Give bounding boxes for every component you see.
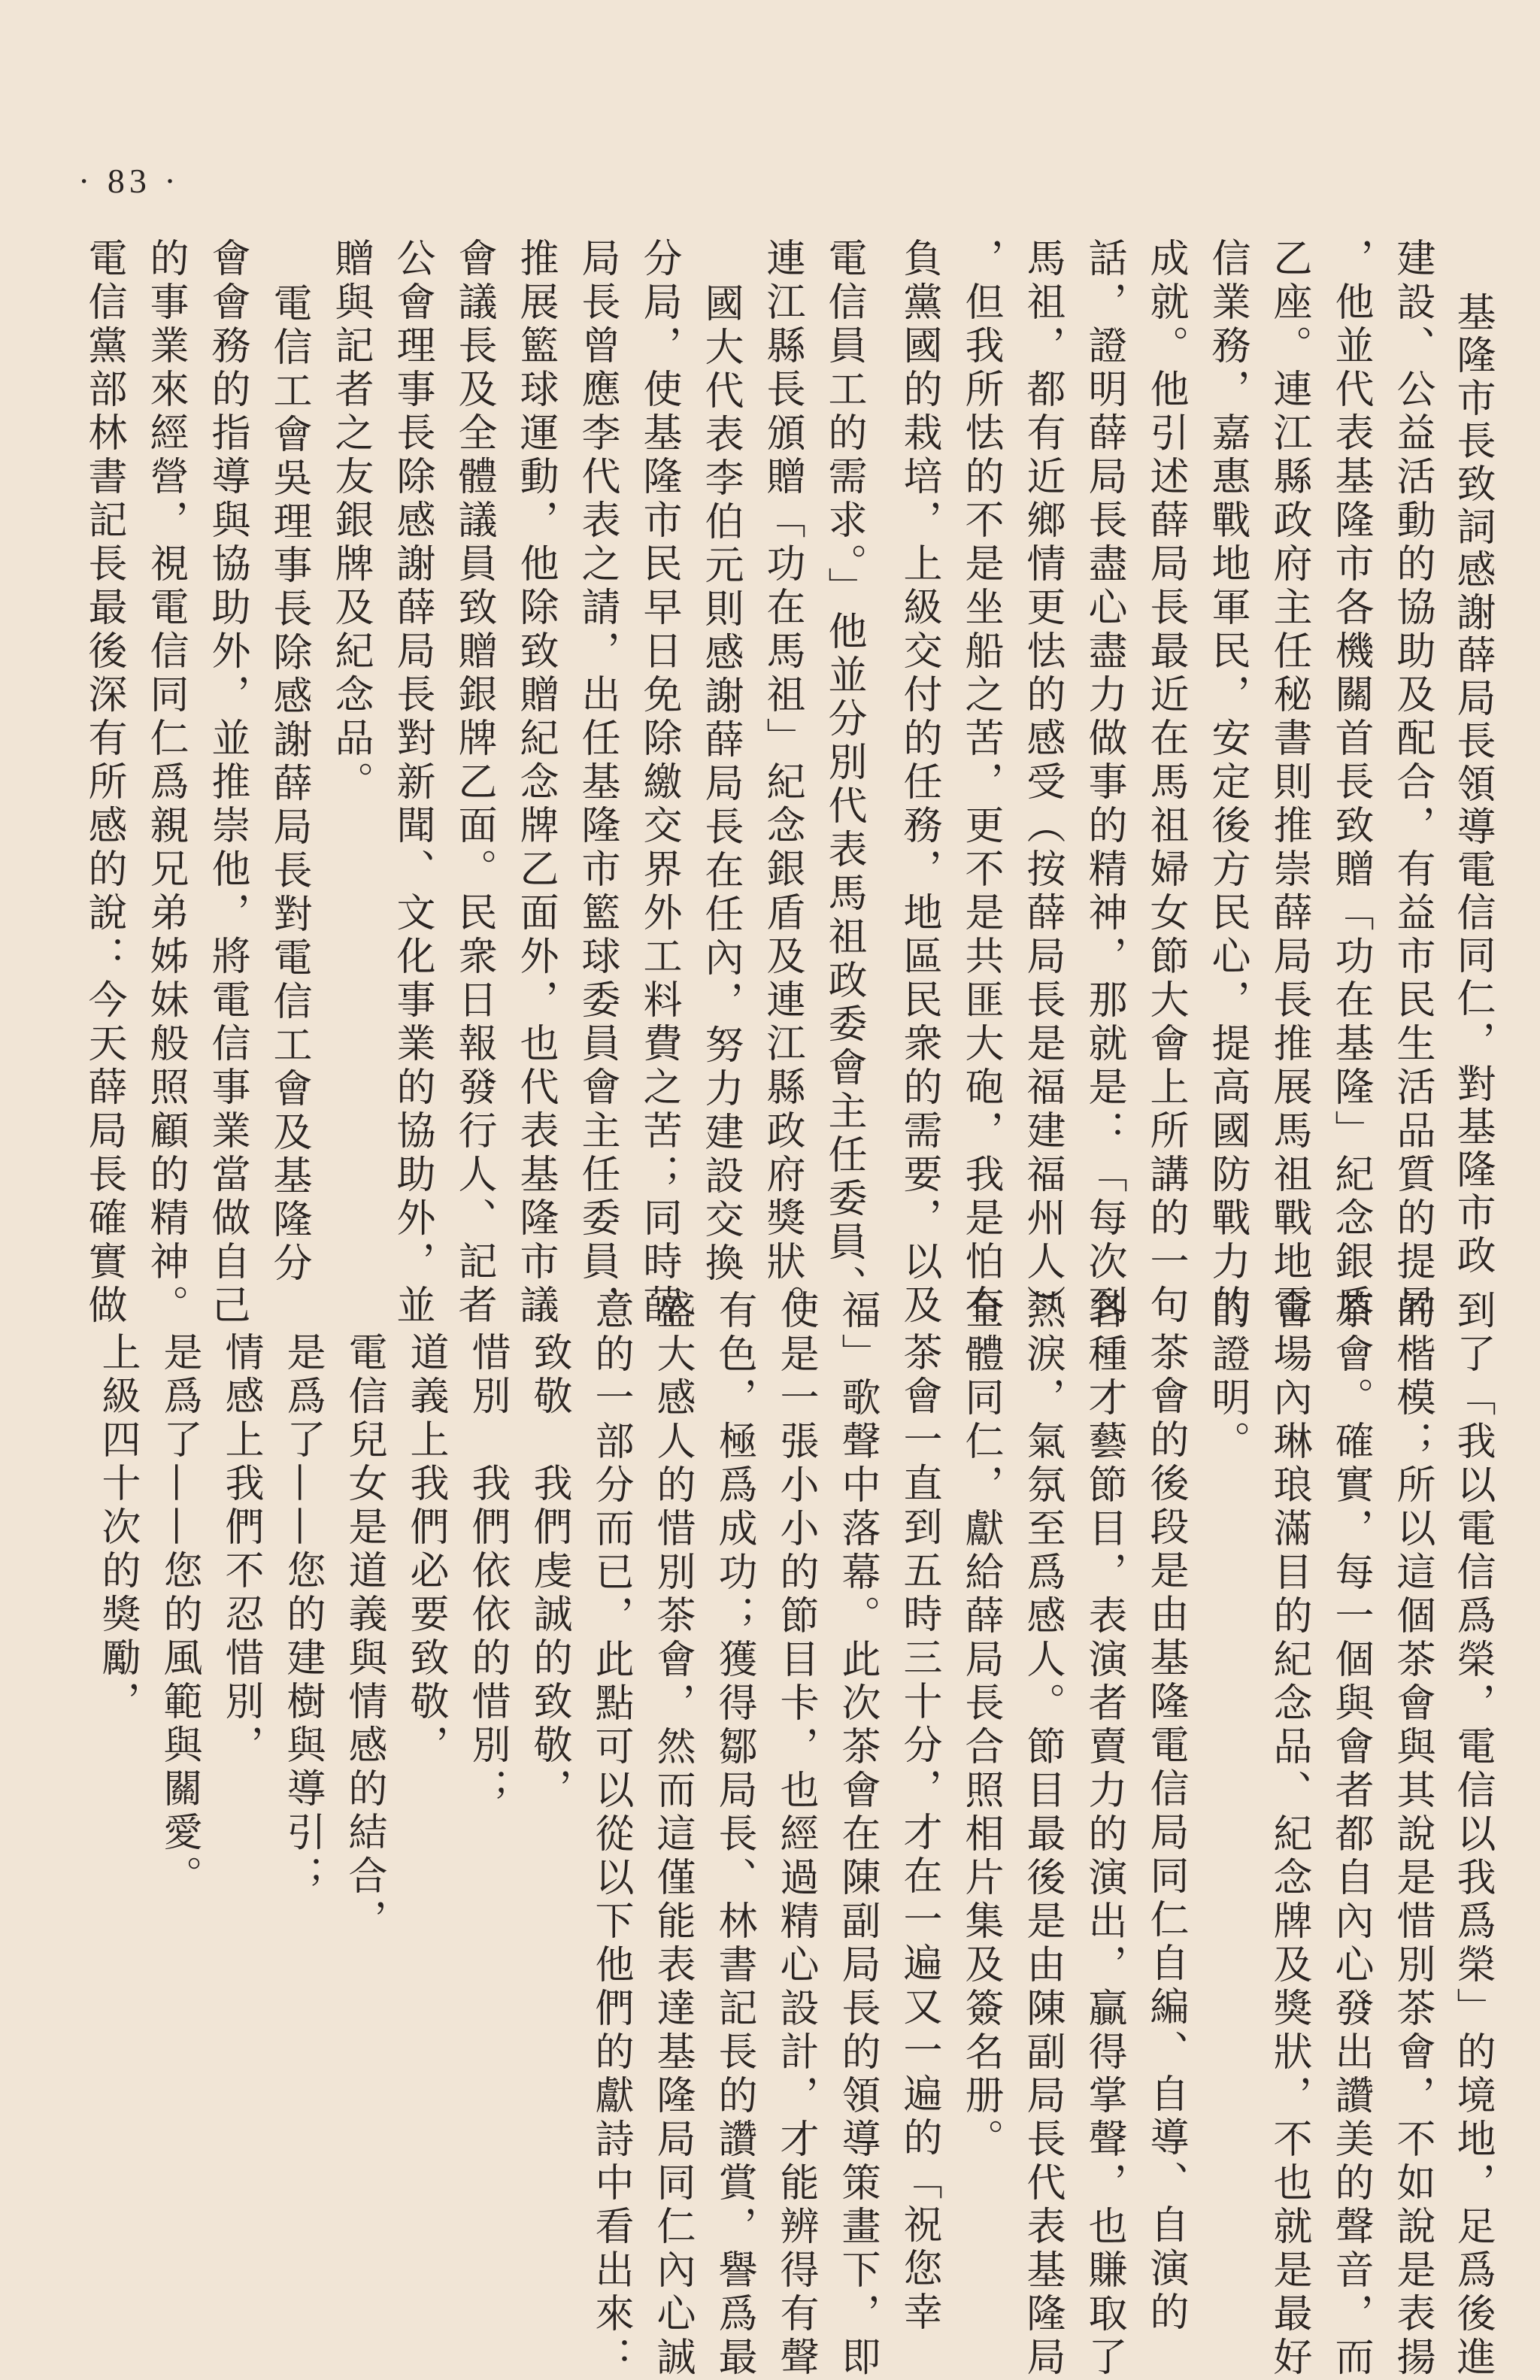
text-column: 電信員工的需求。」他並分別代表馬祖政委會主任委員、 (821, 238, 866, 1308)
text-column: 馬祖，都有近鄉情更怯的感受（按薛局長是福建福州人） (1020, 238, 1065, 1328)
text-column: 電信工會吳理事長除感謝薛局長對電信工會及基隆分 (266, 283, 311, 1286)
text-column: 分局，使基隆市民早日免除繳交界外工料費之苦；同時薛 (636, 238, 681, 1328)
poem-line: 是爲了——您的風範與關愛。 (156, 1332, 202, 1899)
text-column: 盛大感人的惜別茶會，然而這僅能表達基隆局同仁內心誠 (650, 1290, 695, 2380)
poem-line: 惜別 我們依依的惜別； (465, 1332, 510, 1812)
text-column: 負黨國的栽培，上級交付的任務，地區民衆的需要，以及 (896, 238, 941, 1328)
text-column: 到了「我以電信爲榮，電信以我爲榮」的境地，足爲後進 (1450, 1290, 1495, 2380)
text-column: 基隆市長致詞感謝薛局長領導電信同仁，對基隆市政 (1450, 292, 1495, 1278)
text-column: ，但我所怯的不是坐船之苦，更不是共匪大砲，我是怕有 (958, 238, 1003, 1328)
text-column: 贈與記者之友銀牌及紀念品。 (328, 238, 373, 805)
text-column: 建設、公益活動的協助及配合，有益市民生活品質的提昇 (1390, 238, 1435, 1328)
text-column: 有色，極爲成功；獲得鄒局長、林書記長的讚賞，譽爲最 (711, 1290, 756, 2380)
text-column: 熱淚，氣氛至爲感人。節目最後是由陳副局長代表基隆局 (1020, 1290, 1065, 2380)
text-column: 各種才藝節目，表演者賣力的演出，贏得掌聲，也賺取了 (1081, 1290, 1126, 2380)
text-column: 連江縣長頒贈「功在馬祖」紀念銀盾及連江縣政府獎狀。 (759, 238, 805, 1328)
text-column: 全體同仁，獻給薛局長合照相片集及簽名册。 (958, 1290, 1003, 2162)
text-column: 的證明。 (1205, 1290, 1250, 1464)
text-column: 話，證明薛局長盡心盡力做事的精神，那就是：「每次到 (1081, 238, 1126, 1328)
text-column: 會議長及全體議員致贈銀牌乙面。民衆日報發行人、記者 (451, 238, 496, 1328)
page-number: · 83 · (78, 162, 180, 200)
text-column: 福」歌聲中落幕。此次茶會在陳副局長的領導策畫下，即 (835, 1290, 880, 2380)
poem-line: 情感上我們不忍惜別， (218, 1332, 263, 1768)
poem-line: 電信兒女是道義與情感的結合， (341, 1332, 387, 1942)
text-column: 電信黨部林書記長最後深有所感的說：今天薛局長確實做 (81, 238, 126, 1328)
text-column: 意的一部分而已，此點可以從以下他們的獻詩中看出來： (588, 1290, 633, 2380)
text-column: 茶會一直到五時三十分，才在一遍又一遍的「祝您幸 (896, 1332, 941, 2335)
poem-line: 道義上我們必要致敬， (403, 1332, 448, 1768)
poem-line: 致敬 我們虔誠的致敬， (526, 1332, 571, 1812)
text-column: 茶會。確實，每一個與會者都自內心發出讚美的聲音，而 (1328, 1290, 1373, 2380)
text-column: ，他並代表基隆市各機關首長致贈「功在基隆」紀念銀盾 (1328, 238, 1373, 1328)
text-column: 會場內琳琅滿目的紀念品、紀念牌及獎狀，不也就是最好 (1266, 1290, 1311, 2380)
text-column: 公會理事長除感謝薛局長對新聞、文化事業的協助外，並 (390, 238, 435, 1328)
text-column: 局長曾應李代表之請，出任基隆市籃球委員會主任委員， (574, 238, 620, 1328)
text-column: 會會務的指導與協助外，並推崇他，將電信事業當做自己 (205, 238, 250, 1328)
text-column: 國大代表李伯元則感謝薛局長在任內，努力建設交換 (698, 283, 743, 1286)
text-column: 推展籃球運動，他除致贈紀念牌乙面外，也代表基隆市議 (513, 238, 558, 1328)
upper-text-block (0, 238, 1540, 1328)
text-column: 使是一張小小的節目卡，也經過精心設計，才能辨得有聲 (773, 1290, 818, 2380)
text-column: 茶會的後段是由基隆電信局同仁自編、自導、自演的 (1143, 1332, 1188, 2335)
poem-line: 是爲了——您的建樹與導引； (280, 1332, 325, 1899)
text-column: 信業務，嘉惠戰地軍民，安定後方民心，提高國防戰力的 (1205, 238, 1250, 1328)
text-column: 成就。他引述薛局長最近在馬祖婦女節大會上所講的一句 (1143, 238, 1188, 1328)
lower-text-block (0, 1290, 1540, 2380)
text-column: 乙座。連江縣政府主任秘書則推崇薛局長推展馬祖戰地電 (1266, 238, 1311, 1328)
text-column: 的事業來經營，視電信同仁爲親兄弟姊妹般照顧的精神。 (143, 238, 188, 1328)
text-column: 的楷模；所以這個茶會與其說是惜別茶會，不如說是表揚 (1390, 1290, 1435, 2380)
poem-line: 上級四十次的獎勵， (95, 1332, 140, 1724)
